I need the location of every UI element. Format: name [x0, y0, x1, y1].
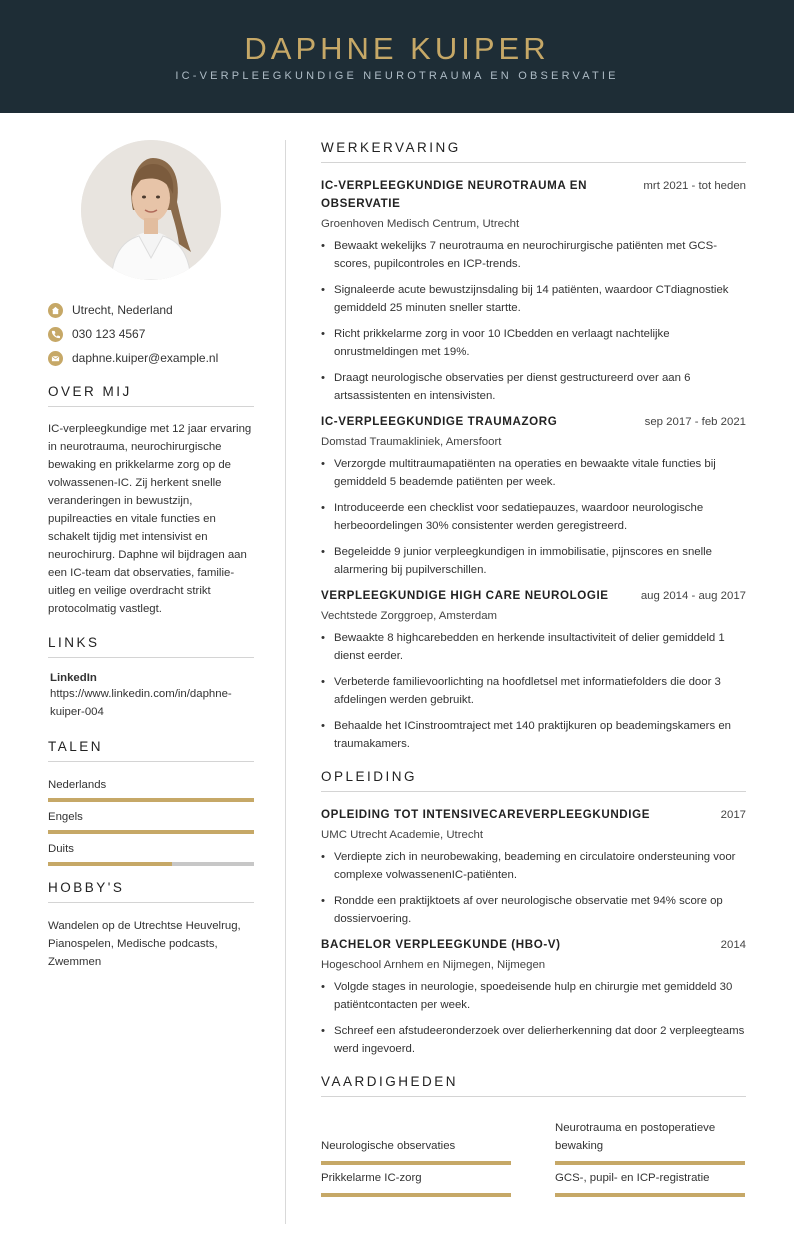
skill-level-bar [321, 1193, 511, 1197]
job-bullet: • Bewaakte 8 highcarebedden en herkende insultactiviteit of delier gemiddeld 1 dienst eerder. [321, 629, 746, 665]
skill-item [555, 1111, 745, 1165]
languages-title: TALEN [48, 739, 254, 762]
education-entry [321, 936, 746, 1058]
job-bullet: • Richt prikkelarme zorg in voor 10 ICbedden en verlaagt nachtelijke onrustmeldingen met 19%. [321, 325, 746, 361]
job-bullet: • Verzorgde multitraumapatiënten na operaties en bewaakte vitale functies bij gemiddeld 5 beademde patiënten per week. [321, 455, 746, 491]
language-item [48, 776, 254, 808]
job-bullet: • Introduceerde een checklist voor sedatiepauzes, waardoor neurologische herbeoordelingen 30% consistenter werden geregistreerd. [321, 499, 746, 535]
job-bullet: • Verbeterde familievoorlichting na hoofdletsel met informatiefolders die door 3 afdelingen werden gebruikt. [321, 673, 746, 709]
language-name: Engels [48, 811, 83, 823]
language-level-fill [48, 862, 172, 866]
candidate-name: DAPHNE KUIPER [244, 31, 550, 66]
language-item [48, 808, 254, 840]
job-org: Groenhoven Medisch Centrum, Utrecht [321, 218, 520, 230]
links-title: LINKS [48, 635, 254, 658]
job-date: sep 2017 - feb 2021 [644, 416, 746, 428]
job-bullet: • Bewaakt wekelijks 7 neurotrauma en neurochirurgische patiënten met GCS-scores, pupilcontroles en ICP-trends. [321, 237, 746, 273]
hobbies-text: Wandelen op de Utrechtse Heuvelrug, Pianospelen, Medische podcasts, Zwemmen [48, 920, 241, 968]
email-icon [48, 351, 63, 366]
job-date: mrt 2021 - tot heden [643, 180, 746, 192]
job-date: aug 2014 - aug 2017 [640, 590, 746, 602]
language-name: Nederlands [48, 779, 107, 791]
skill-level-fill [321, 1193, 511, 1197]
language-level-bar [48, 862, 254, 866]
skill-name: Neurologische observaties [321, 1140, 456, 1152]
skill-name: GCS-, pupil- en ICP-registratie [555, 1172, 710, 1184]
portrait-photo [81, 140, 221, 280]
about-title: OVER MIJ [48, 384, 254, 407]
education-entry [321, 806, 746, 928]
job-bullets [321, 629, 746, 753]
linkedin-label: LinkedIn [50, 672, 97, 684]
contact-phone-text: 030 123 4567 [72, 327, 146, 341]
education-org: UMC Utrecht Academie, Utrecht [321, 829, 484, 841]
experience-title: WERKERVARING [321, 140, 746, 163]
skill-level-fill [555, 1193, 745, 1197]
contact-email-text[interactable]: daphne.kuiper@example.nl [72, 351, 219, 365]
hobbies-title: HOBBY'S [48, 880, 254, 903]
skill-level-bar [555, 1193, 745, 1197]
job-bullet: • Behaalde het ICinstroomtraject met 140 praktijkuren op beademingskamers en traumakamers. [321, 717, 746, 753]
main-content [321, 140, 746, 1197]
job-entry [321, 177, 746, 405]
column-divider [285, 140, 286, 1224]
education-bullet: • Verdiepte zich in neurobewaking, beademing en circulatoire ondersteuning voor complexe volwassenenIC-patiënten. [321, 848, 746, 884]
skill-item [321, 1111, 511, 1165]
language-level-bar [48, 830, 254, 834]
job-bullets [321, 237, 746, 405]
education-title-text: BACHELOR VERPLEEGKUNDE (HBO-V) [321, 938, 561, 951]
job-bullets [321, 455, 746, 579]
job-org: Vechtstede Zorggroep, Amsterdam [321, 610, 498, 622]
sidebar [48, 140, 254, 971]
phone-icon [48, 327, 63, 342]
skill-item [555, 1165, 745, 1197]
candidate-subtitle: IC-VERPLEEGKUNDIGE NEUROTRAUMA EN OBSERVATIE [175, 70, 619, 82]
contact-email[interactable] [48, 346, 254, 370]
language-level-fill [48, 798, 254, 802]
education-bullet: • Volgde stages in neurologie, spoedeisende hulp en chirurgie met gemiddeld 30 patiëntcontacten per week. [321, 978, 746, 1014]
avatar [81, 140, 221, 280]
language-level-fill [48, 830, 254, 834]
location-icon [48, 303, 63, 318]
job-entry [321, 413, 746, 579]
skill-name: Neurotrauma en postoperatieve bewaking [555, 1122, 716, 1152]
language-level-bar [48, 798, 254, 802]
job-bullet: • Signaleerde acute bewustzijnsdaling bij 14 patiënten, waardoor CTdiagnostiek gemiddeld 25 minuten sneller startte. [321, 281, 746, 317]
contact-location [48, 298, 254, 322]
education-bullet: • Schreef een afstudeeronderzoek over delierherkenning dat door 2 verpleegteams werd ingevoerd. [321, 1022, 746, 1058]
education-date: 2017 [720, 809, 746, 821]
language-list [48, 776, 254, 872]
education-bullet: • Rondde een praktijktoets af over neurologische observatie met 94% score op dossiervoering. [321, 892, 746, 928]
skills-title: VAARDIGHEDEN [321, 1074, 746, 1097]
job-entry [321, 587, 746, 753]
education-org: Hogeschool Arnhem en Nijmegen, Nijmegen [321, 959, 546, 971]
education-date: 2014 [720, 939, 746, 951]
language-item [48, 840, 254, 872]
skills-grid [321, 1111, 746, 1197]
skill-name: Prikkelarme IC-zorg [321, 1172, 422, 1184]
job-title: IC-VERPLEEGKUNDIGE TRAUMAZORG [321, 415, 558, 428]
education-bullets [321, 978, 746, 1058]
job-org: Domstad Traumakliniek, Amersfoort [321, 436, 502, 448]
education-title-text: OPLEIDING TOT INTENSIVECAREVERPLEEGKUNDIGE [321, 808, 651, 821]
contact-location-text: Utrecht, Nederland [72, 303, 173, 317]
language-name: Duits [48, 843, 74, 855]
contact-list [48, 298, 254, 370]
job-bullet: • Draagt neurologische observaties per dienst gestructureerd over aan 6 artsassistenten en intensivisten. [321, 369, 746, 405]
contact-phone [48, 322, 254, 346]
about-text: IC-verpleegkundige met 12 jaar ervaring in neurotrauma, neurochirurgische bewaking en prikkelarme zorg op de volwassenen-IC. Zij herkent snelle veranderingen in bewustzijn, pupilreacties en vitale functies en schakelt tijdig met intensivist en neurochirurg. Daphne wil bijdragen aan een IC-team dat observaties, familie-uitleg en veilige overdracht strikt protocolmatig vastlegt. [48, 423, 252, 615]
education-bullets [321, 848, 746, 928]
job-bullet: • Begeleidde 9 junior verpleegkundigen in immobilisatie, pijnscores en snelle alarmering bij pupilverschillen. [321, 543, 746, 579]
job-title: IC-VERPLEEGKUNDIGE NEUROTRAUMA EN OBSERVATIE [321, 179, 588, 210]
header [0, 0, 794, 113]
linkedin-url[interactable]: https://www.linkedin.com/in/daphne-kuiper-004 [50, 688, 232, 718]
education-title: OPLEIDING [321, 769, 746, 792]
skill-item [321, 1165, 511, 1197]
job-title: VERPLEEGKUNDIGE HIGH CARE NEUROLOGIE [321, 589, 609, 602]
